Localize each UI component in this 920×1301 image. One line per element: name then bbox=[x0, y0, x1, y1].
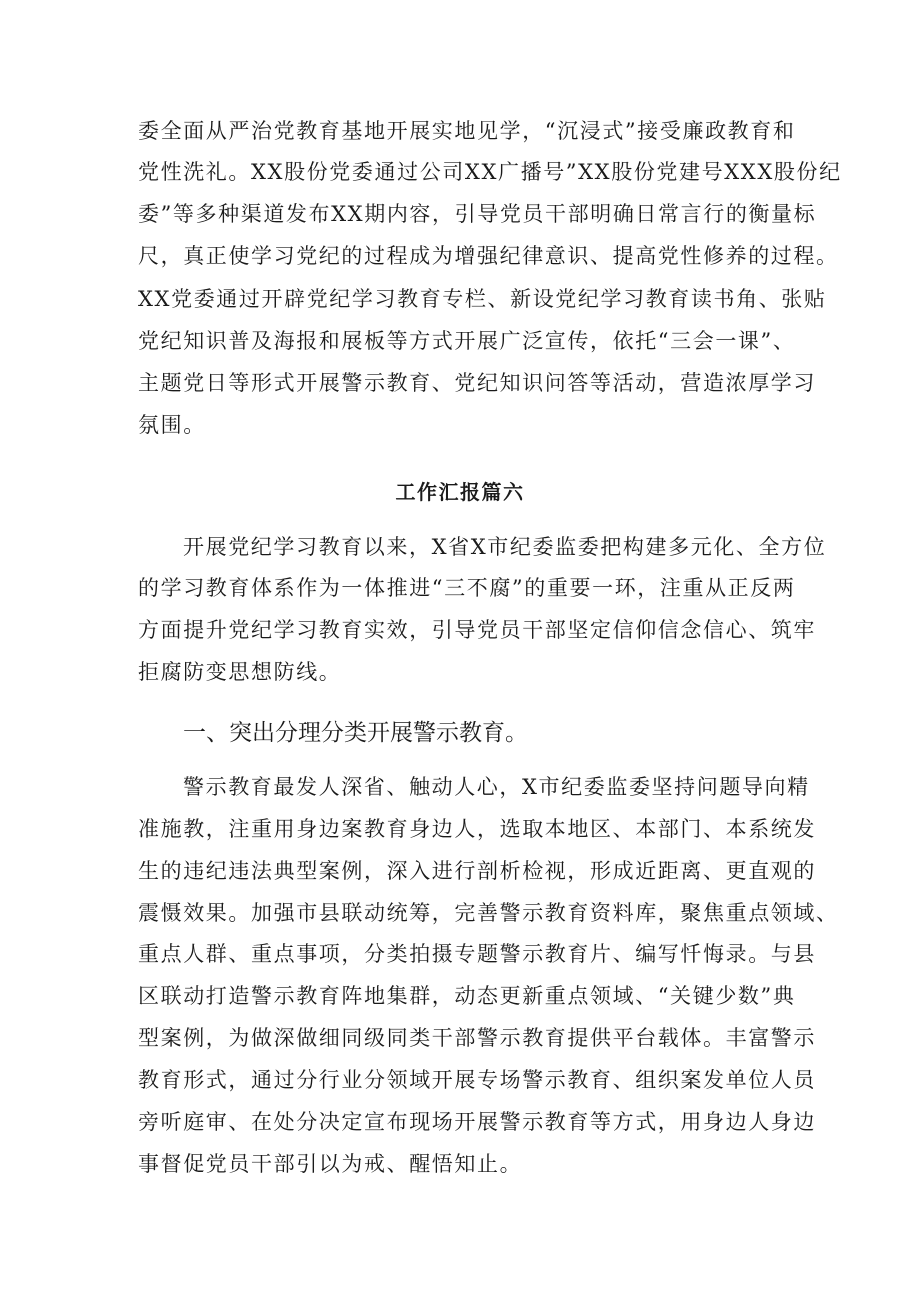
paragraph-line: 重点人群、重点事项，分类拍摄专题警示教育片、编写忏悔录。与县 bbox=[138, 942, 816, 966]
paragraph-line: 方面提升党纪学习教育实效，引导党员干部坚定信仰信念信心、筑牢 bbox=[138, 618, 816, 642]
paragraph-line: 委”等多种渠道发布XX期内容，引导党员干部明确日常言行的衡量标 bbox=[138, 202, 817, 226]
paragraph-line: 氛围。 bbox=[138, 413, 206, 437]
paragraph-line: 主题党日等形式开展警示教育、党纪知识问答等活动，营造浓厚学习 bbox=[138, 371, 816, 395]
paragraph-line: 型案例，为做深做细同级同类干部警示教育提供平台载体。丰富警示 bbox=[138, 1026, 816, 1050]
heading-one: 一、突出分理分类开展警示教育。 bbox=[183, 720, 528, 746]
paragraph-line: 事督促党员干部引以为戒、醒悟知止。 bbox=[138, 1152, 523, 1176]
paragraph-line: 拒腐防变思想防线。 bbox=[138, 660, 342, 684]
paragraph-line: 准施教，注重用身边案教育身边人，选取本地区、本部门、本系统发 bbox=[138, 817, 816, 841]
paragraph-line: XX党委通过开辟党纪学习教育专栏、新设党纪学习教育读书角、张贴 bbox=[138, 287, 827, 311]
paragraph-line: 教育形式，通过分行业分领域开展专场警示教育、组织案发单位人员 bbox=[138, 1068, 816, 1092]
paragraph-line: 区联动打造警示教育阵地集群，动态更新重点领域、“关键少数”典 bbox=[138, 984, 796, 1008]
paragraph-line: 震慑效果。加强市县联动统筹，完善警示教育资料库，聚焦重点领域、 bbox=[138, 901, 839, 925]
paragraph-line: 生的违纪违法典型案例，深入进行剖析检视，形成近距离、更直观的 bbox=[138, 859, 816, 883]
paragraph-line: 开展党纪学习教育以来，X省X市纪委监委把构建多元化、全方位 bbox=[183, 535, 827, 559]
section-title: 工作汇报篇六 bbox=[395, 480, 525, 504]
paragraph-line: 的学习教育体系作为一体推进“三不腐”的重要一环，注重从正反两 bbox=[138, 576, 796, 600]
paragraph-line: 党纪知识普及海报和展板等方式开展广泛宣传，依托“三会一课”、 bbox=[138, 329, 796, 353]
paragraph-line: 党性洗礼。XX股份党委通过公司XX广播号”XX股份党建号XXX股份纪 bbox=[138, 160, 842, 184]
paragraph-line: 旁听庭审、在处分决定宣布现场开展警示教育等方式，用身边人身边 bbox=[138, 1110, 816, 1134]
paragraph-line: 尺，真正使学习党纪的过程成为增强纪律意识、提高党性修养的过程。 bbox=[138, 244, 839, 268]
paragraph-line: 委全面从严治党教育基地开展实地见学，“沉浸式”接受廉政教育和 bbox=[138, 119, 796, 143]
paragraph-line: 警示教育最发人深省、触动人心，X市纪委监委坚持问题导向精 bbox=[183, 775, 810, 799]
